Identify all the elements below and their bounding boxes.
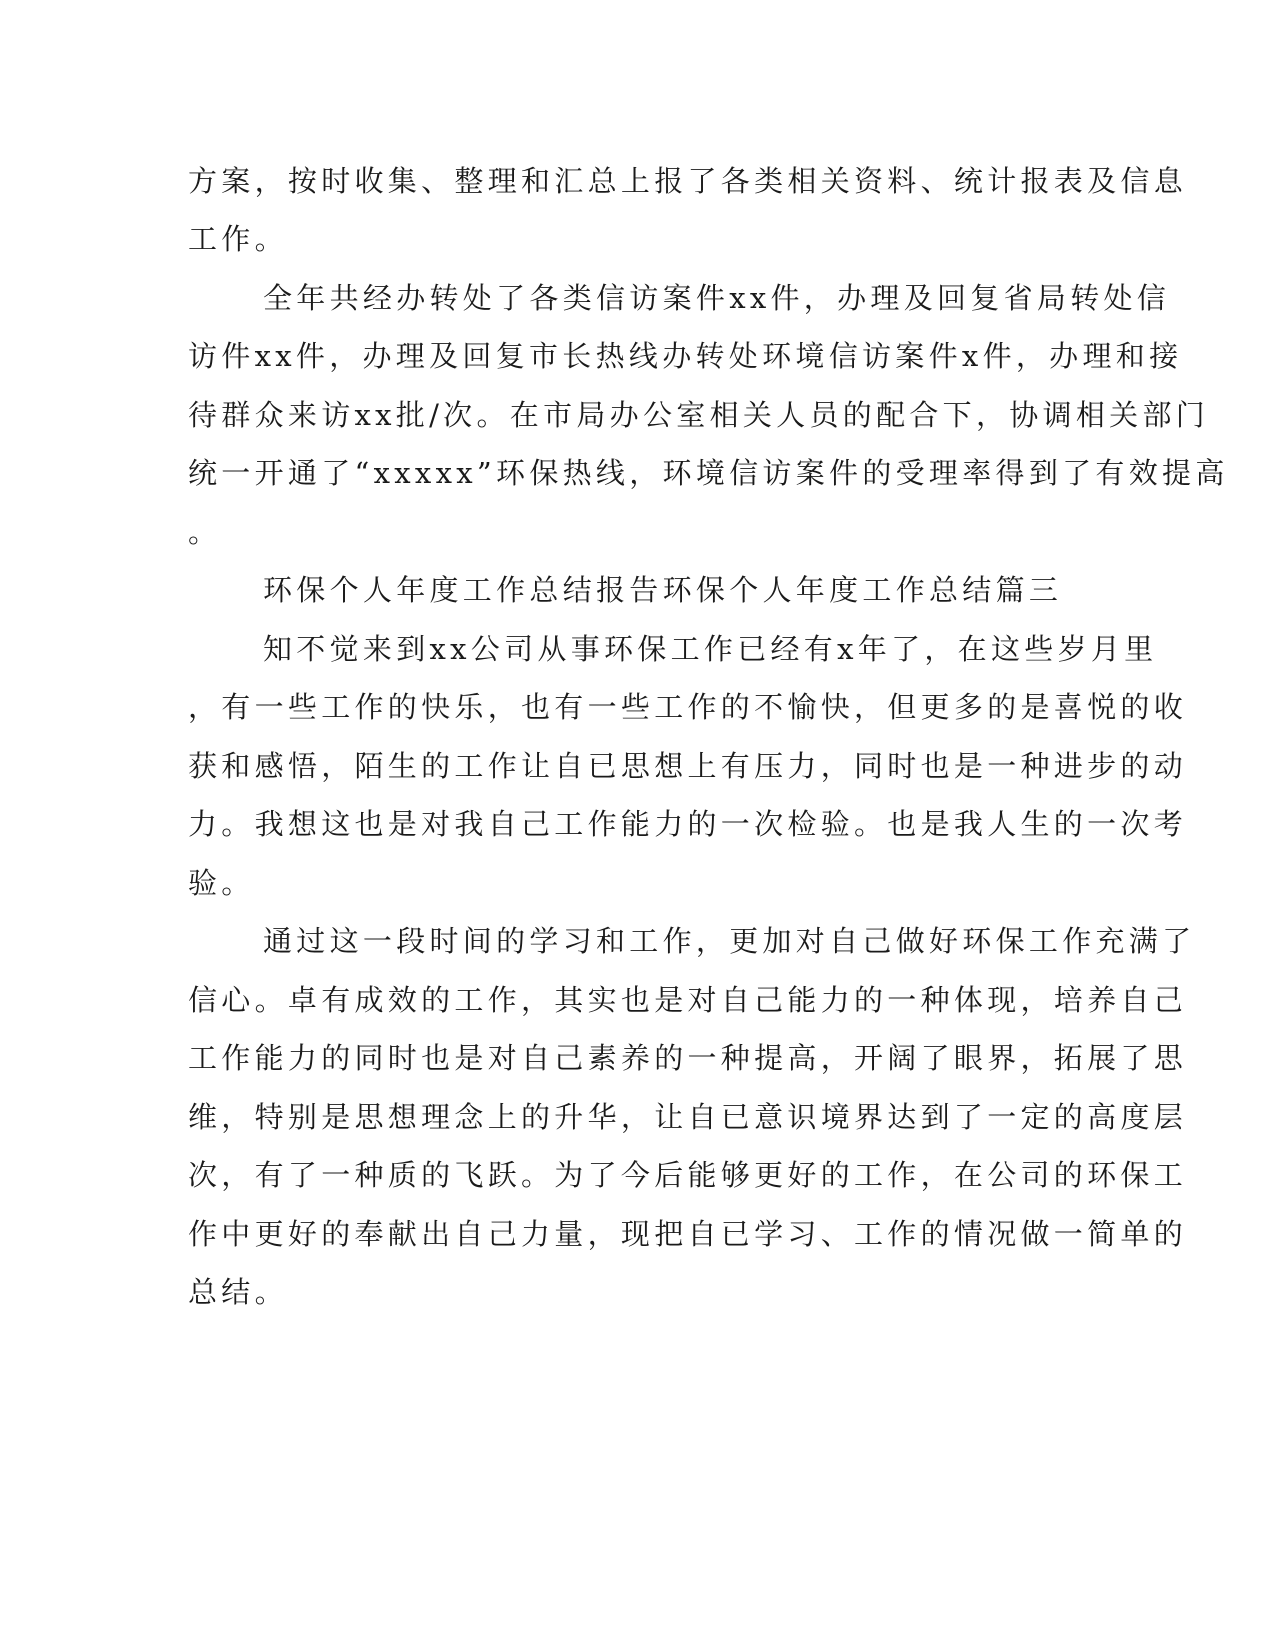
text-line: 通过这一段时间的学习和工作，更加对自己做好环保工作充满了	[263, 924, 1196, 958]
text-line: 待群众来访xx批/次。在市局办公室相关人员的配合下，协调相关部门	[188, 398, 1210, 432]
text-line: 作中更好的奉献出自己力量，现把自已学习、工作的情况做一简单的	[188, 1217, 1188, 1251]
text-line: 工作。	[188, 222, 288, 256]
text-line: 力。我想这也是对我自己工作能力的一次检验。也是我人生的一次考	[188, 807, 1188, 841]
text-line: 信心。卓有成效的工作，其实也是对自己能力的一种体现，培养自己	[188, 983, 1188, 1017]
section-heading: 环保个人年度工作总结报告环保个人年度工作总结篇三	[263, 573, 1063, 607]
text-line: 。	[188, 515, 222, 549]
text-line: 验。	[188, 866, 255, 900]
text-line: 方案，按时收集、整理和汇总上报了各类相关资料、统计报表及信息	[188, 164, 1188, 198]
text-line: 全年共经办转处了各类信访案件xx件，办理及回复省局转处信	[263, 281, 1171, 315]
text-line: 知不觉来到xx公司从事环保工作已经有x年了，在这些岁月里	[263, 632, 1158, 666]
text-line: 维，特别是思想理念上的升华，让自已意识境界达到了一定的高度层	[188, 1100, 1188, 1134]
text-line: 总结。	[188, 1275, 288, 1309]
text-line: 统一开通了“xxxxx”环保热线，环境信访案件的受理率得到了有效提高	[188, 456, 1229, 490]
text-line: 访件xx件，办理及回复市长热线办转处环境信访案件x件，办理和接	[188, 339, 1183, 373]
text-line: 获和感悟，陌生的工作让自已思想上有压力，同时也是一种进步的动	[188, 749, 1188, 783]
text-line: 次，有了一种质的飞跃。为了今后能够更好的工作，在公司的环保工	[188, 1158, 1188, 1192]
text-line: 工作能力的同时也是对自己素养的一种提高，开阔了眼界，拓展了思	[188, 1041, 1188, 1075]
text-line: ，有一些工作的快乐，也有一些工作的不愉快，但更多的是喜悦的收	[188, 690, 1188, 724]
